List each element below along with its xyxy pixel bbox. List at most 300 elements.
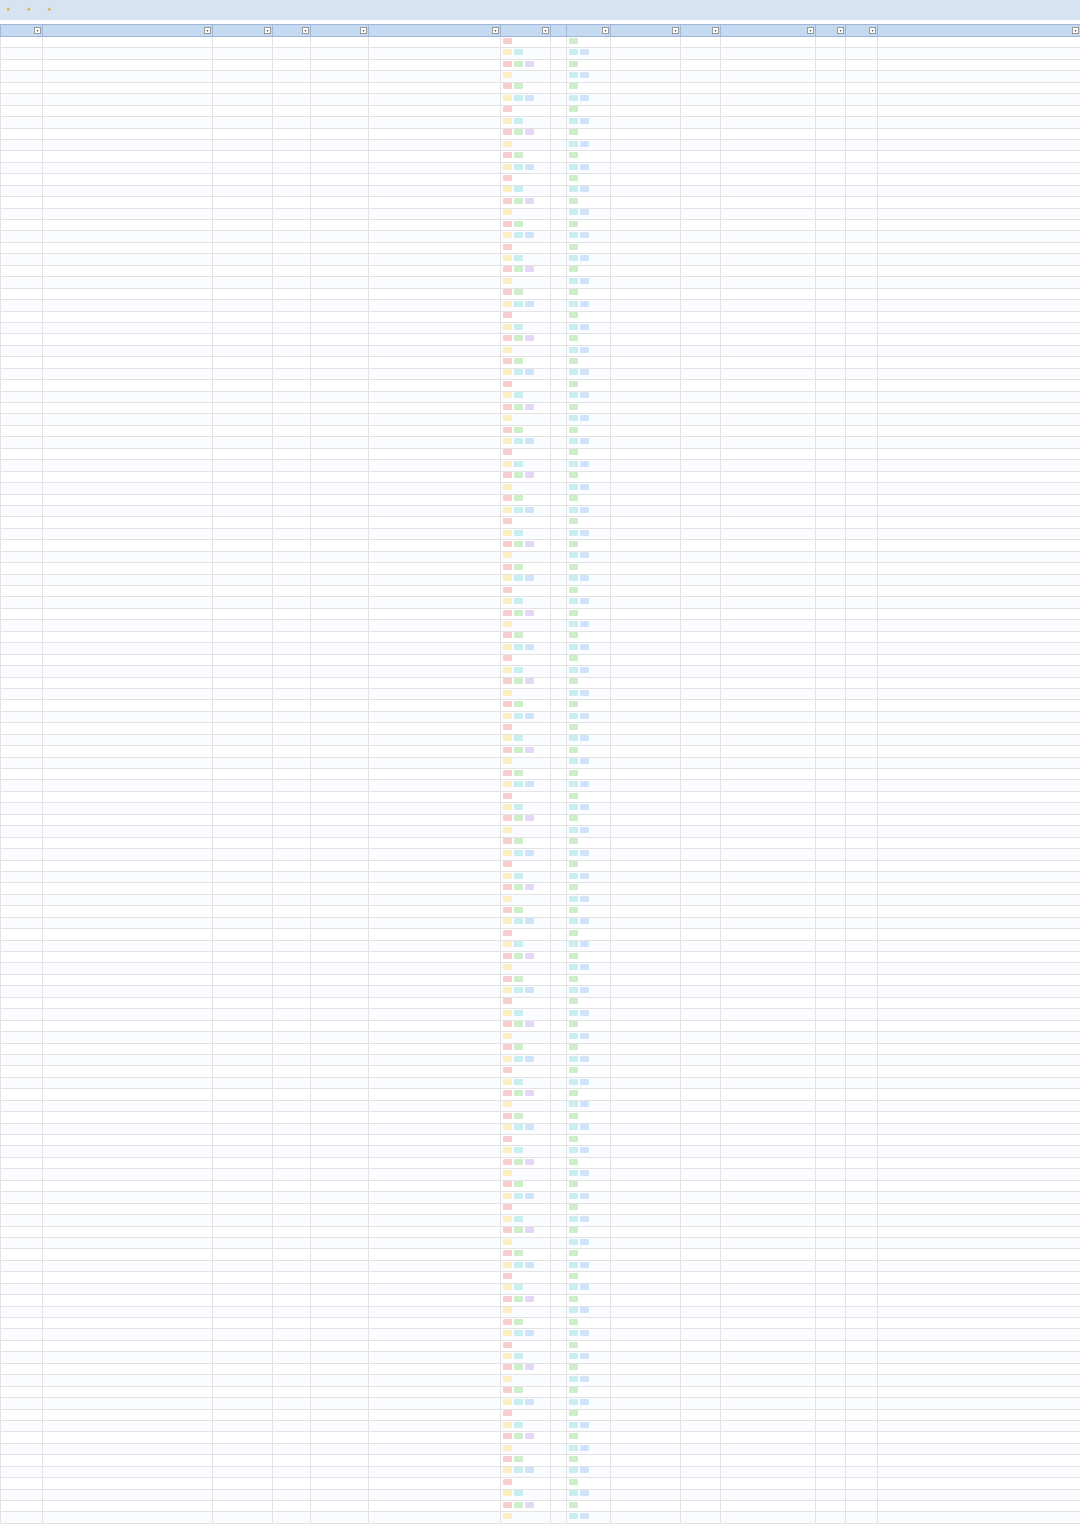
table-cell[interactable]: [551, 517, 567, 528]
table-cell[interactable]: [611, 1489, 681, 1500]
table-cell[interactable]: [1, 986, 43, 997]
table-cell[interactable]: [878, 300, 1080, 311]
table-cell[interactable]: [213, 425, 273, 436]
table-cell[interactable]: [551, 128, 567, 139]
table-cell[interactable]: [311, 746, 369, 757]
table-cell[interactable]: [846, 94, 878, 105]
table-cell[interactable]: [816, 940, 846, 951]
table-cell[interactable]: [846, 1318, 878, 1329]
table-cell[interactable]: [816, 711, 846, 722]
table-cell[interactable]: [213, 505, 273, 516]
table-cell[interactable]: [721, 620, 816, 631]
table-cell[interactable]: [311, 1272, 369, 1283]
table-cell[interactable]: [43, 1169, 213, 1180]
table-cell[interactable]: [721, 711, 816, 722]
table-cell[interactable]: [846, 288, 878, 299]
table-cell[interactable]: [273, 1180, 311, 1191]
table-cell[interactable]: [501, 471, 551, 482]
table-cell[interactable]: [369, 505, 501, 516]
table-cell[interactable]: [681, 654, 721, 665]
table-cell[interactable]: [611, 345, 681, 356]
table-cell[interactable]: [43, 563, 213, 574]
table-cell[interactable]: [273, 814, 311, 825]
table-cell[interactable]: [213, 780, 273, 791]
table-cell[interactable]: [567, 940, 611, 951]
table-cell[interactable]: [501, 311, 551, 322]
col-header-4[interactable]: [311, 25, 369, 37]
table-cell[interactable]: [816, 974, 846, 985]
table-cell[interactable]: [43, 1180, 213, 1191]
table-cell[interactable]: [1, 1340, 43, 1351]
table-cell[interactable]: [311, 437, 369, 448]
table-cell[interactable]: [567, 952, 611, 963]
table-cell[interactable]: [611, 963, 681, 974]
table-cell[interactable]: [273, 391, 311, 402]
table-cell[interactable]: [878, 311, 1080, 322]
table-cell[interactable]: [567, 917, 611, 928]
table-cell[interactable]: [273, 1363, 311, 1374]
table-cell[interactable]: [311, 1112, 369, 1123]
table-cell[interactable]: [878, 780, 1080, 791]
table-cell[interactable]: [816, 677, 846, 688]
table-cell[interactable]: [567, 242, 611, 253]
table-cell[interactable]: [611, 1169, 681, 1180]
table-cell[interactable]: [878, 688, 1080, 699]
table-cell[interactable]: [551, 380, 567, 391]
table-row[interactable]: [1, 1180, 1080, 1191]
table-cell[interactable]: [369, 597, 501, 608]
table-cell[interactable]: [311, 597, 369, 608]
table-cell[interactable]: [213, 769, 273, 780]
table-cell[interactable]: [846, 688, 878, 699]
table-cell[interactable]: [816, 391, 846, 402]
table-cell[interactable]: [369, 1375, 501, 1386]
table-cell[interactable]: [721, 849, 816, 860]
table-cell[interactable]: [213, 448, 273, 459]
table-cell[interactable]: [501, 403, 551, 414]
table-cell[interactable]: [501, 380, 551, 391]
table-cell[interactable]: [273, 974, 311, 985]
table-cell[interactable]: [501, 1180, 551, 1191]
table-cell[interactable]: [43, 1157, 213, 1168]
table-cell[interactable]: [816, 494, 846, 505]
table-cell[interactable]: [43, 528, 213, 539]
table-cell[interactable]: [551, 688, 567, 699]
table-cell[interactable]: [567, 1043, 611, 1054]
table-cell[interactable]: [311, 1203, 369, 1214]
table-cell[interactable]: [369, 1318, 501, 1329]
table-cell[interactable]: [213, 1180, 273, 1191]
table-cell[interactable]: [551, 494, 567, 505]
table-cell[interactable]: [878, 860, 1080, 871]
table-cell[interactable]: [721, 105, 816, 116]
table-cell[interactable]: [721, 391, 816, 402]
table-cell[interactable]: [369, 1352, 501, 1363]
table-cell[interactable]: [816, 300, 846, 311]
table-cell[interactable]: [551, 1066, 567, 1077]
table-cell[interactable]: [816, 425, 846, 436]
table-cell[interactable]: [213, 666, 273, 677]
table-cell[interactable]: [369, 1077, 501, 1088]
table-cell[interactable]: [611, 1226, 681, 1237]
table-cell[interactable]: [369, 974, 501, 985]
table-cell[interactable]: [273, 1043, 311, 1054]
table-cell[interactable]: [273, 1501, 311, 1512]
table-cell[interactable]: [501, 997, 551, 1008]
table-cell[interactable]: [273, 357, 311, 368]
table-cell[interactable]: [551, 1249, 567, 1260]
table-cell[interactable]: [721, 734, 816, 745]
table-cell[interactable]: [1, 952, 43, 963]
table-cell[interactable]: [878, 1032, 1080, 1043]
table-cell[interactable]: [878, 1226, 1080, 1237]
table-cell[interactable]: [213, 162, 273, 173]
table-cell[interactable]: [1, 563, 43, 574]
table-cell[interactable]: [311, 711, 369, 722]
table-cell[interactable]: [1, 860, 43, 871]
table-cell[interactable]: [43, 391, 213, 402]
table-cell[interactable]: [501, 220, 551, 231]
table-row[interactable]: [1, 1135, 1080, 1146]
table-cell[interactable]: [846, 1466, 878, 1477]
table-cell[interactable]: [43, 1409, 213, 1420]
table-cell[interactable]: [551, 1135, 567, 1146]
table-cell[interactable]: [273, 597, 311, 608]
table-cell[interactable]: [501, 574, 551, 585]
table-cell[interactable]: [721, 197, 816, 208]
table-cell[interactable]: [311, 162, 369, 173]
table-cell[interactable]: [1, 59, 43, 70]
table-cell[interactable]: [551, 986, 567, 997]
table-cell[interactable]: [273, 1443, 311, 1454]
table-cell[interactable]: [816, 242, 846, 253]
table-cell[interactable]: [846, 1066, 878, 1077]
table-cell[interactable]: [1, 711, 43, 722]
table-cell[interactable]: [43, 620, 213, 631]
table-cell[interactable]: [213, 1112, 273, 1123]
table-cell[interactable]: [1, 517, 43, 528]
table-cell[interactable]: [43, 1020, 213, 1031]
table-cell[interactable]: [567, 574, 611, 585]
table-cell[interactable]: [1, 357, 43, 368]
table-cell[interactable]: [43, 254, 213, 265]
table-cell[interactable]: [311, 1066, 369, 1077]
table-cell[interactable]: [681, 71, 721, 82]
table-cell[interactable]: [846, 345, 878, 356]
table-cell[interactable]: [369, 300, 501, 311]
table-cell[interactable]: [551, 1501, 567, 1512]
table-cell[interactable]: [551, 231, 567, 242]
table-cell[interactable]: [43, 117, 213, 128]
table-cell[interactable]: [611, 334, 681, 345]
table-cell[interactable]: [816, 860, 846, 871]
table-cell[interactable]: [878, 322, 1080, 333]
table-cell[interactable]: [551, 608, 567, 619]
table-cell[interactable]: [721, 1215, 816, 1226]
table-cell[interactable]: [681, 471, 721, 482]
table-cell[interactable]: [681, 849, 721, 860]
table-cell[interactable]: [721, 1329, 816, 1340]
table-cell[interactable]: [273, 711, 311, 722]
table-cell[interactable]: [567, 82, 611, 93]
table-row[interactable]: [1, 517, 1080, 528]
col-header-7[interactable]: [551, 25, 567, 37]
table-cell[interactable]: [551, 780, 567, 791]
table-cell[interactable]: [369, 551, 501, 562]
table-cell[interactable]: [1, 1226, 43, 1237]
table-cell[interactable]: [721, 631, 816, 642]
table-cell[interactable]: [721, 769, 816, 780]
table-cell[interactable]: [551, 1215, 567, 1226]
table-cell[interactable]: [273, 437, 311, 448]
table-cell[interactable]: [369, 1329, 501, 1340]
table-cell[interactable]: [567, 311, 611, 322]
table-cell[interactable]: [1, 757, 43, 768]
table-cell[interactable]: [878, 1478, 1080, 1489]
table-cell[interactable]: [369, 1032, 501, 1043]
table-cell[interactable]: [721, 368, 816, 379]
table-cell[interactable]: [213, 1249, 273, 1260]
table-cell[interactable]: [1, 1203, 43, 1214]
table-cell[interactable]: [273, 1432, 311, 1443]
table-cell[interactable]: [311, 368, 369, 379]
table-cell[interactable]: [311, 517, 369, 528]
table-cell[interactable]: [681, 380, 721, 391]
table-cell[interactable]: [567, 597, 611, 608]
table-cell[interactable]: [1, 551, 43, 562]
table-cell[interactable]: [551, 82, 567, 93]
table-row[interactable]: [1, 997, 1080, 1008]
table-cell[interactable]: [878, 357, 1080, 368]
table-cell[interactable]: [273, 940, 311, 951]
table-cell[interactable]: [1, 1043, 43, 1054]
table-cell[interactable]: [43, 906, 213, 917]
table-cell[interactable]: [721, 1340, 816, 1351]
table-cell[interactable]: [273, 849, 311, 860]
table-cell[interactable]: [551, 974, 567, 985]
table-cell[interactable]: [846, 551, 878, 562]
table-cell[interactable]: [878, 700, 1080, 711]
table-cell[interactable]: [273, 483, 311, 494]
table-row[interactable]: [1, 1512, 1080, 1523]
table-cell[interactable]: [816, 746, 846, 757]
table-cell[interactable]: [551, 505, 567, 516]
table-cell[interactable]: [369, 1489, 501, 1500]
table-cell[interactable]: [501, 1089, 551, 1100]
table-cell[interactable]: [1, 82, 43, 93]
table-cell[interactable]: [681, 1363, 721, 1374]
table-cell[interactable]: [43, 734, 213, 745]
table-cell[interactable]: [43, 517, 213, 528]
table-cell[interactable]: [846, 231, 878, 242]
table-cell[interactable]: [551, 105, 567, 116]
table-cell[interactable]: [846, 71, 878, 82]
table-cell[interactable]: [369, 59, 501, 70]
table-cell[interactable]: [611, 791, 681, 802]
table-cell[interactable]: [681, 94, 721, 105]
table-cell[interactable]: [369, 1409, 501, 1420]
table-cell[interactable]: [311, 151, 369, 162]
table-cell[interactable]: [846, 871, 878, 882]
table-cell[interactable]: [311, 1455, 369, 1466]
table-cell[interactable]: [846, 1192, 878, 1203]
table-cell[interactable]: [721, 574, 816, 585]
table-cell[interactable]: [311, 631, 369, 642]
table-cell[interactable]: [369, 1478, 501, 1489]
table-cell[interactable]: [1, 1489, 43, 1500]
table-cell[interactable]: [878, 1409, 1080, 1420]
table-cell[interactable]: [551, 94, 567, 105]
table-cell[interactable]: [681, 1306, 721, 1317]
table-cell[interactable]: [721, 723, 816, 734]
table-cell[interactable]: [816, 1054, 846, 1065]
table-cell[interactable]: [878, 448, 1080, 459]
table-cell[interactable]: [369, 540, 501, 551]
table-cell[interactable]: [369, 208, 501, 219]
table-cell[interactable]: [681, 1260, 721, 1271]
table-cell[interactable]: [816, 59, 846, 70]
table-cell[interactable]: [721, 437, 816, 448]
table-cell[interactable]: [721, 974, 816, 985]
table-cell[interactable]: [878, 791, 1080, 802]
table-cell[interactable]: [816, 1432, 846, 1443]
table-cell[interactable]: [213, 1169, 273, 1180]
table-cell[interactable]: [273, 117, 311, 128]
table-cell[interactable]: [846, 1100, 878, 1111]
table-cell[interactable]: [551, 1283, 567, 1294]
table-cell[interactable]: [816, 1237, 846, 1248]
table-cell[interactable]: [43, 1466, 213, 1477]
table-cell[interactable]: [681, 483, 721, 494]
table-cell[interactable]: [878, 1077, 1080, 1088]
table-cell[interactable]: [369, 1146, 501, 1157]
table-cell[interactable]: [43, 448, 213, 459]
table-cell[interactable]: [816, 803, 846, 814]
table-cell[interactable]: [213, 997, 273, 1008]
table-cell[interactable]: [681, 700, 721, 711]
table-cell[interactable]: [1, 322, 43, 333]
table-cell[interactable]: [273, 505, 311, 516]
table-cell[interactable]: [311, 1100, 369, 1111]
table-cell[interactable]: [816, 540, 846, 551]
table-cell[interactable]: [878, 952, 1080, 963]
table-cell[interactable]: [611, 403, 681, 414]
table-cell[interactable]: [611, 162, 681, 173]
table-cell[interactable]: [1, 688, 43, 699]
table-cell[interactable]: [551, 917, 567, 928]
table-cell[interactable]: [213, 871, 273, 882]
table-cell[interactable]: [213, 437, 273, 448]
table-cell[interactable]: [213, 1363, 273, 1374]
table-cell[interactable]: [846, 791, 878, 802]
table-cell[interactable]: [816, 380, 846, 391]
table-cell[interactable]: [681, 540, 721, 551]
table-cell[interactable]: [567, 860, 611, 871]
table-cell[interactable]: [816, 334, 846, 345]
table-row[interactable]: [1, 391, 1080, 402]
table-cell[interactable]: [369, 860, 501, 871]
table-cell[interactable]: [567, 586, 611, 597]
table-cell[interactable]: [551, 345, 567, 356]
table-cell[interactable]: [273, 471, 311, 482]
table-cell[interactable]: [213, 1089, 273, 1100]
table-cell[interactable]: [369, 231, 501, 242]
table-cell[interactable]: [1, 929, 43, 940]
table-cell[interactable]: [273, 906, 311, 917]
table-cell[interactable]: [213, 1260, 273, 1271]
table-cell[interactable]: [551, 528, 567, 539]
table-cell[interactable]: [273, 220, 311, 231]
table-cell[interactable]: [501, 48, 551, 59]
table-cell[interactable]: [878, 803, 1080, 814]
table-cell[interactable]: [43, 1420, 213, 1431]
table-cell[interactable]: [1, 380, 43, 391]
table-cell[interactable]: [681, 814, 721, 825]
table-cell[interactable]: [311, 174, 369, 185]
table-cell[interactable]: [43, 425, 213, 436]
table-cell[interactable]: [501, 677, 551, 688]
table-cell[interactable]: [43, 643, 213, 654]
table-cell[interactable]: [311, 414, 369, 425]
chevron-down-icon[interactable]: ▾: [204, 27, 211, 34]
table-cell[interactable]: [1, 1169, 43, 1180]
table-cell[interactable]: [43, 277, 213, 288]
table-cell[interactable]: [369, 631, 501, 642]
table-cell[interactable]: [611, 494, 681, 505]
table-cell[interactable]: [369, 1066, 501, 1077]
table-cell[interactable]: [213, 1203, 273, 1214]
table-cell[interactable]: [1, 1398, 43, 1409]
table-cell[interactable]: [501, 1352, 551, 1363]
table-cell[interactable]: [846, 769, 878, 780]
table-cell[interactable]: [721, 1135, 816, 1146]
table-cell[interactable]: [846, 1054, 878, 1065]
table-cell[interactable]: [846, 894, 878, 905]
table-cell[interactable]: [369, 117, 501, 128]
table-cell[interactable]: [611, 357, 681, 368]
table-cell[interactable]: [681, 860, 721, 871]
table-cell[interactable]: [369, 814, 501, 825]
table-cell[interactable]: [721, 322, 816, 333]
table-cell[interactable]: [1, 460, 43, 471]
chevron-down-icon[interactable]: ▾: [264, 27, 271, 34]
table-cell[interactable]: [1, 1283, 43, 1294]
table-cell[interactable]: [213, 643, 273, 654]
table-cell[interactable]: [611, 528, 681, 539]
table-row[interactable]: [1, 1272, 1080, 1283]
table-cell[interactable]: [273, 643, 311, 654]
table-cell[interactable]: [1, 769, 43, 780]
table-cell[interactable]: [611, 723, 681, 734]
table-cell[interactable]: [43, 151, 213, 162]
table-cell[interactable]: [878, 540, 1080, 551]
table-cell[interactable]: [43, 242, 213, 253]
table-cell[interactable]: [721, 448, 816, 459]
table-cell[interactable]: [43, 1512, 213, 1523]
table-cell[interactable]: [213, 1306, 273, 1317]
table-cell[interactable]: [501, 906, 551, 917]
table-cell[interactable]: [273, 254, 311, 265]
table-cell[interactable]: [551, 162, 567, 173]
table-cell[interactable]: [567, 1169, 611, 1180]
table-cell[interactable]: [611, 974, 681, 985]
table-cell[interactable]: [501, 1146, 551, 1157]
table-row[interactable]: [1, 1112, 1080, 1123]
table-cell[interactable]: [551, 1112, 567, 1123]
table-cell[interactable]: [567, 929, 611, 940]
table-row[interactable]: [1, 357, 1080, 368]
table-cell[interactable]: [878, 94, 1080, 105]
